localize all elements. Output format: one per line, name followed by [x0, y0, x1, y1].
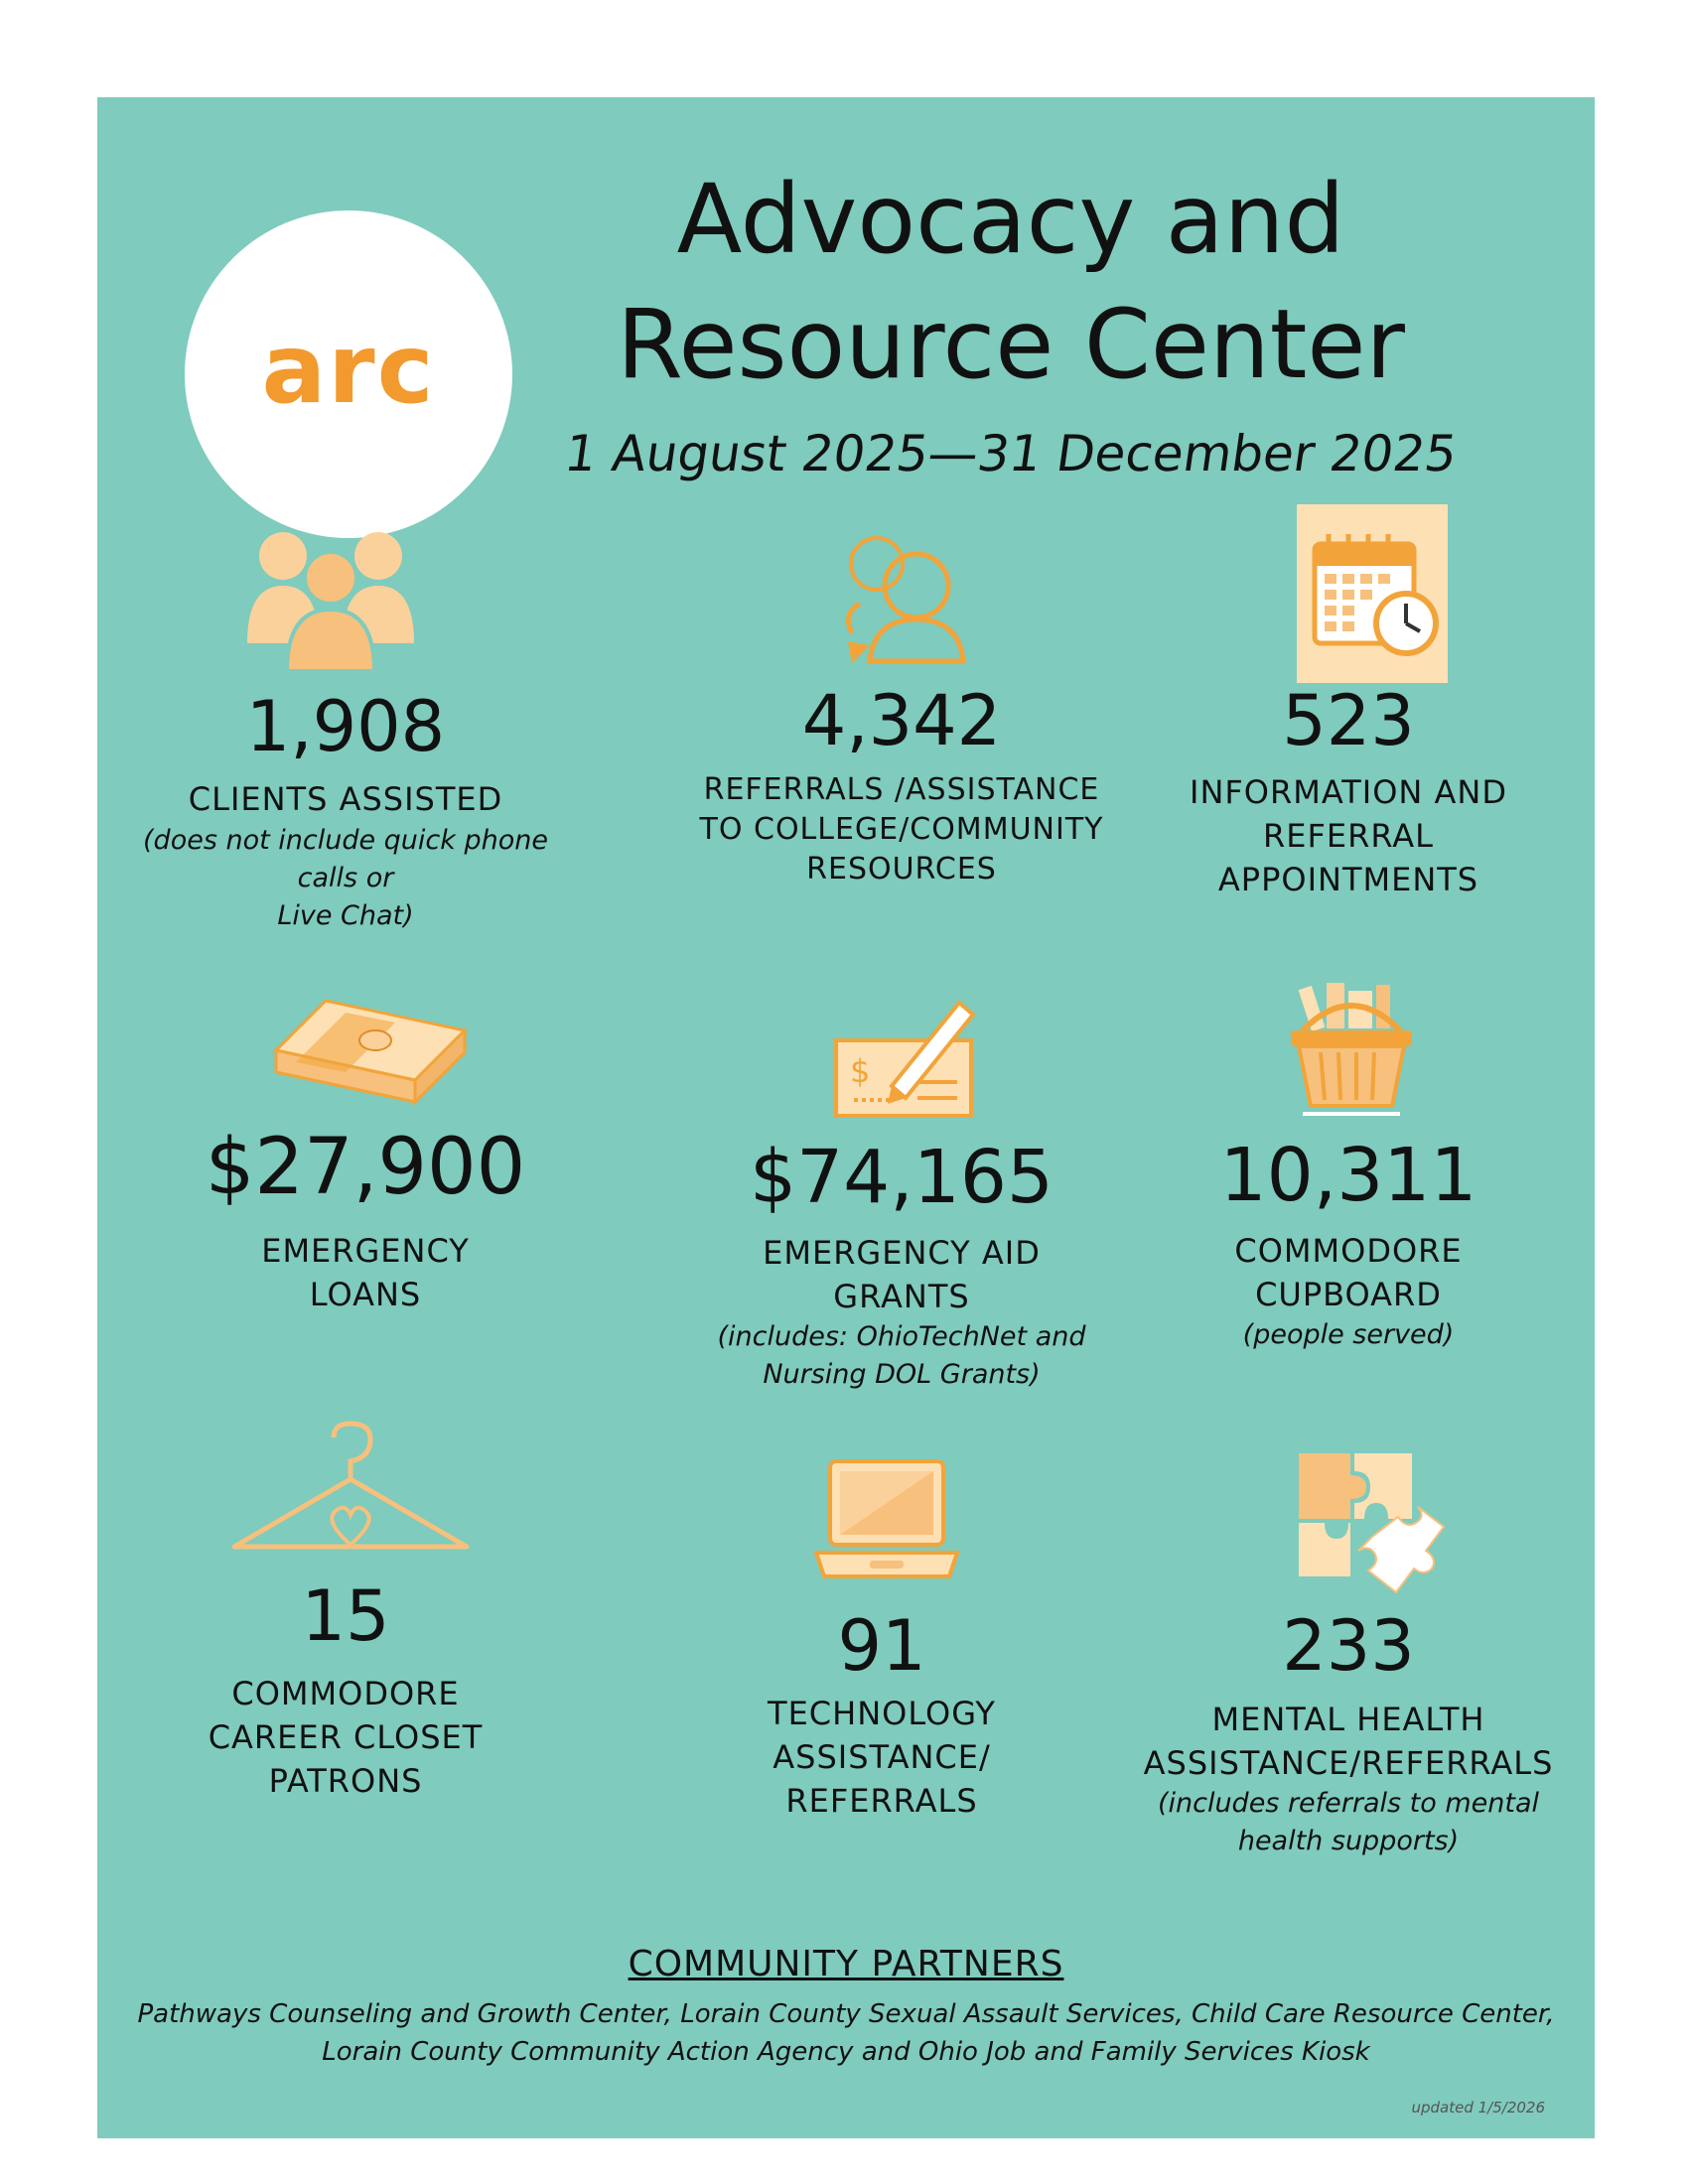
check-pen-icon — [832, 991, 981, 1120]
stat-number: 10,311 — [1219, 1133, 1477, 1218]
stat-label: EMERGENCY LOANS — [261, 1232, 470, 1313]
stat-label: MENTAL HEALTH ASSISTANCE/REFERRALS — [1143, 1701, 1554, 1782]
stat-number: 523 — [1282, 680, 1415, 761]
stat-label: CLIENTS ASSISTED — [188, 780, 503, 818]
stat-label: EMERGENCY AID GRANTS — [763, 1234, 1041, 1315]
stat-label: TECHNOLOGY ASSISTANCE/ REFERRALS — [768, 1695, 996, 1820]
stat-career-closet — [117, 1418, 574, 1894]
stat-technology-assistance — [653, 1457, 1110, 1894]
stat-number: 91 — [837, 1605, 926, 1687]
stat-information-referral — [1130, 524, 1567, 1060]
stat-referrals-assistance — [663, 524, 1140, 1060]
grocery-basket-icon — [1287, 981, 1416, 1120]
stat-label: COMMODORE CUPBOARD — [1234, 1232, 1463, 1313]
person-referral-icon — [822, 524, 981, 673]
hanger-heart-icon — [226, 1418, 475, 1567]
title-line-2: Resource Center — [617, 289, 1405, 400]
laptop-icon — [812, 1457, 961, 1586]
stat-number: 1,908 — [245, 686, 446, 767]
stat-label: REFERRALS /ASSISTANCE TO COLLEGE/COMMUNITY RESOURCES — [699, 772, 1104, 887]
stat-note: (people served) — [1242, 1319, 1455, 1350]
stat-number: 4,342 — [801, 680, 1002, 761]
stat-number: 233 — [1282, 1605, 1415, 1687]
calendar-clock-icon — [1297, 504, 1448, 683]
stat-clients-assisted — [117, 524, 574, 1060]
arc-logo — [185, 210, 512, 538]
stat-mental-health — [1100, 1447, 1597, 1904]
date-range: 1 August 2025—31 December 2025 — [561, 425, 1461, 482]
stat-number: $27,900 — [205, 1123, 526, 1212]
stat-label: COMMODORE CAREER CLOSET PATRONS — [208, 1675, 484, 1800]
stat-note: (includes referrals to mental health supports) — [1157, 1788, 1540, 1856]
infographic-panel — [97, 97, 1595, 2138]
stat-emergency-aid-grants — [653, 991, 1150, 1467]
stat-number: 15 — [301, 1575, 390, 1657]
community-partners-list: Pathways Counseling and Growth Center, Lorain County Sexual Assault Services, Child Care Resource Center, Lorain County Community Action Agency and Ohio Job and Family Services Kiosk — [137, 1999, 1555, 2067]
stat-number: $74,165 — [749, 1135, 1054, 1220]
community-partners-heading: COMMUNITY PARTNERS — [628, 1944, 1064, 1984]
svg-text:$: $ — [850, 1052, 871, 1090]
puzzle-pieces-icon — [1289, 1447, 1458, 1596]
stat-commodore-cupboard — [1130, 981, 1567, 1457]
cash-stack-icon — [266, 991, 475, 1110]
stat-note: (does not include quick phone calls or Live Chat) — [143, 825, 548, 931]
updated-date: updated 1/5/2026 — [1411, 2099, 1545, 2116]
logo-text: arc — [261, 314, 436, 425]
stat-emergency-loans — [117, 991, 614, 1467]
title-line-1: Advocacy and — [676, 164, 1345, 275]
stat-label: INFORMATION AND REFERRAL APPOINTMENTS — [1190, 773, 1507, 898]
stat-note: (includes: OhioTechNet and Nursing DOL Grants) — [717, 1321, 1086, 1390]
people-group-icon — [241, 524, 420, 673]
page-title — [514, 157, 1507, 407]
